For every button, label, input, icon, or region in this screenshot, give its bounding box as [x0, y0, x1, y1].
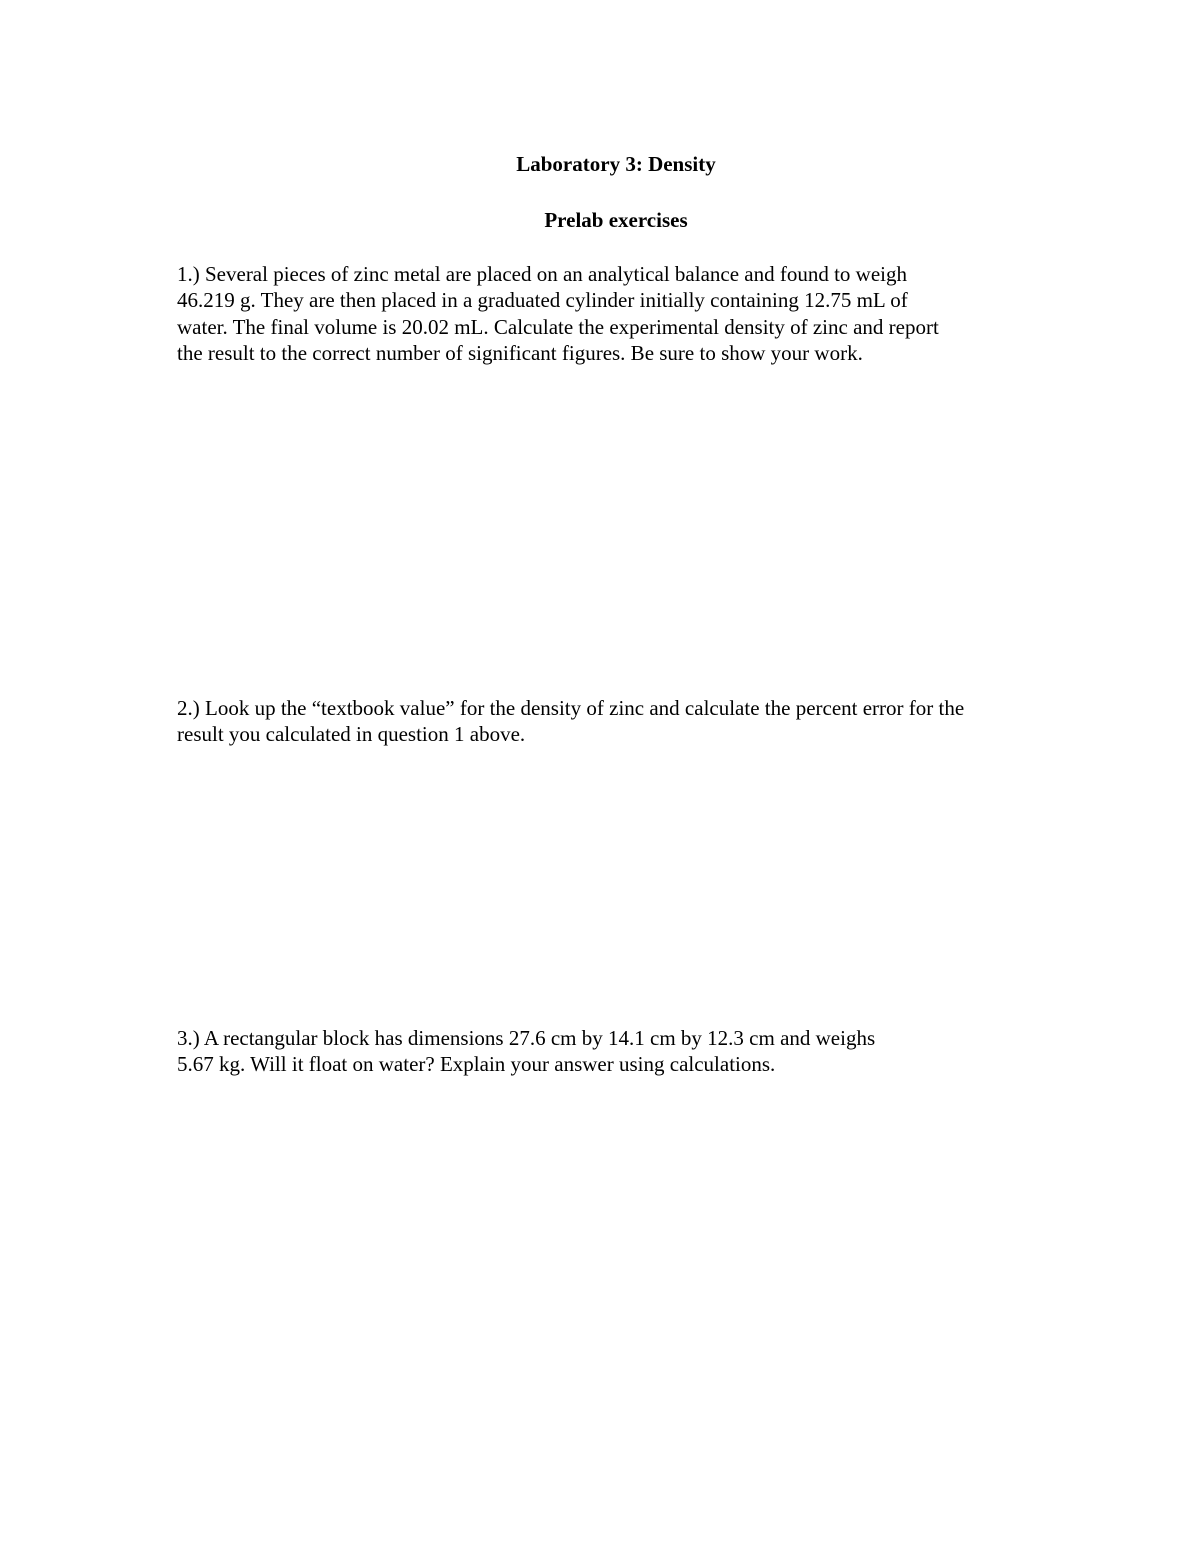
question-2-line-1: 2.) Look up the “textbook value” for the density of zinc and calculate the percent error for the	[177, 696, 965, 720]
question-1-line-4: the result to the correct number of significant figures. Be sure to show your work.	[177, 340, 863, 365]
question-3	[177, 1025, 1077, 1078]
question-1-line-1: 1.) Several pieces of zinc metal are placed on an analytical balance and found to weigh	[177, 262, 908, 286]
question-1	[177, 261, 1077, 366]
question-1-line-3: water. The final volume is 20.02 mL. Calculate the experimental density of zinc and report	[177, 314, 939, 339]
question-3-line-1: 3.) A rectangular block has dimensions 27.6 cm by 14.1 cm by 12.3 cm and weighs	[177, 1026, 876, 1050]
question-1-line-2: 46.219 g. They are then placed in a graduated cylinder initially containing 12.75 mL of	[177, 288, 908, 313]
question-2	[177, 695, 1077, 748]
question-3-line-2: 5.67 kg. Will it float on water? Explain your answer using calculations.	[177, 1052, 776, 1077]
page-title: Laboratory 3: Density	[516, 152, 716, 176]
question-2-line-2: result you calculated in question 1 above.	[177, 722, 526, 747]
section-subtitle: Prelab exercises	[544, 208, 688, 232]
